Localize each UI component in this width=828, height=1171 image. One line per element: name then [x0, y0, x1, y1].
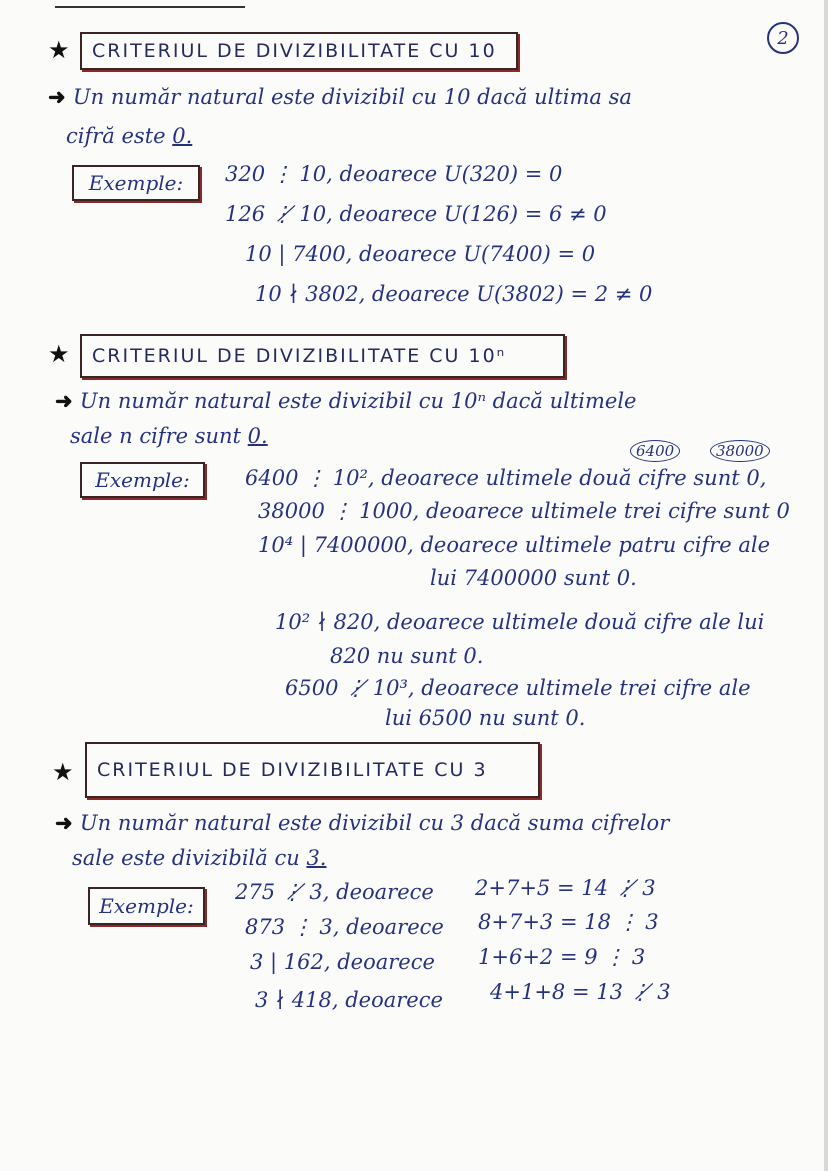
rule-line: Un număr natural este divizibil cu 10ⁿ dacă ultimele — [79, 389, 637, 413]
page-number: 2 — [767, 22, 799, 54]
example-line: 275 ⋮̸ 3, deoarece — [235, 880, 434, 904]
star-icon: ★ — [48, 36, 70, 64]
example-line: 6400 ⋮ 10², deoarece ultimele două cifre sunt 0, — [245, 466, 767, 490]
examples-label: Exemple: — [72, 165, 200, 201]
example-line: 873 ⋮ 3, deoarece — [245, 915, 444, 939]
top-rule — [55, 6, 245, 8]
rule-emphasis: 0. — [172, 124, 193, 148]
example-computation: 1+6+2 = 9 ⋮ 3 — [478, 945, 646, 969]
example-line: 320 ⋮ 10, deoarece U(320) = 0 — [225, 162, 563, 186]
rule-text — [66, 124, 192, 149]
page-edge — [824, 0, 828, 1171]
example-line: 10² ∤ 820, deoarece ultimele două cifre ale lui — [275, 610, 765, 634]
example-line: 126 ⋮̸ 10, deoarece U(126) = 6 ≠ 0 — [225, 202, 607, 226]
example-line: 820 nu sunt 0. — [330, 644, 484, 668]
rule-text — [55, 388, 636, 414]
example-line: lui 7400000 sunt 0. — [430, 566, 637, 590]
rule-text — [70, 424, 268, 449]
example-line: 38000 ⋮ 1000, deoarece ultimele trei cifre sunt 0 — [258, 499, 790, 523]
rule-text — [55, 810, 669, 836]
example-computation: 4+1+8 = 13 ⋮̸ 3 — [490, 980, 671, 1004]
arrow-icon: ➜ — [55, 810, 80, 835]
rule-emphasis: 0. — [247, 424, 268, 448]
example-computation: 8+7+3 = 18 ⋮ 3 — [478, 910, 659, 934]
rule-line: Un număr natural este divizibil cu 3 dacă suma cifrelor — [79, 811, 670, 835]
examples-label: Exemple: — [88, 887, 205, 925]
example-line: 10⁴ | 7400000, deoarece ultimele patru cifre ale — [258, 533, 771, 557]
section-title: CRITERIUL DE DIVIZIBILITATE CU 10ⁿ — [80, 334, 565, 378]
example-line: lui 6500 nu sunt 0. — [385, 706, 586, 730]
example-line: 10 ∤ 3802, deoarece U(3802) = 2 ≠ 0 — [255, 282, 653, 306]
arrow-icon: ➜ — [55, 388, 80, 413]
circled-note: 6400 — [630, 440, 680, 462]
example-line: 3 | 162, deoarece — [250, 950, 435, 974]
rule-text — [48, 84, 632, 110]
rule-line: sale n cifre sunt — [70, 424, 241, 448]
rule-emphasis: 3. — [306, 846, 327, 870]
rule-line: cifră este — [66, 124, 166, 148]
section-title: CRITERIUL DE DIVIZIBILITATE CU 10 — [80, 32, 518, 70]
example-computation: 2+7+5 = 14 ⋮̸ 3 — [475, 876, 656, 900]
section-title: CRITERIUL DE DIVIZIBILITATE CU 3 — [85, 742, 540, 798]
arrow-icon: ➜ — [48, 84, 73, 109]
example-line: 6500 ⋮̸ 10³, deoarece ultimele trei cifre ale — [285, 676, 751, 700]
examples-label: Exemple: — [80, 462, 205, 498]
example-line: 3 ∤ 418, deoarece — [255, 988, 443, 1012]
star-icon: ★ — [48, 340, 70, 368]
star-icon: ★ — [52, 758, 74, 786]
rule-line: Un număr natural este divizibil cu 10 dacă ultima sa — [72, 85, 632, 109]
rule-line: sale este divizibilă cu — [72, 846, 300, 870]
circled-note: 38000 — [710, 440, 770, 462]
example-line: 10 | 7400, deoarece U(7400) = 0 — [245, 242, 596, 266]
rule-text — [72, 846, 326, 871]
